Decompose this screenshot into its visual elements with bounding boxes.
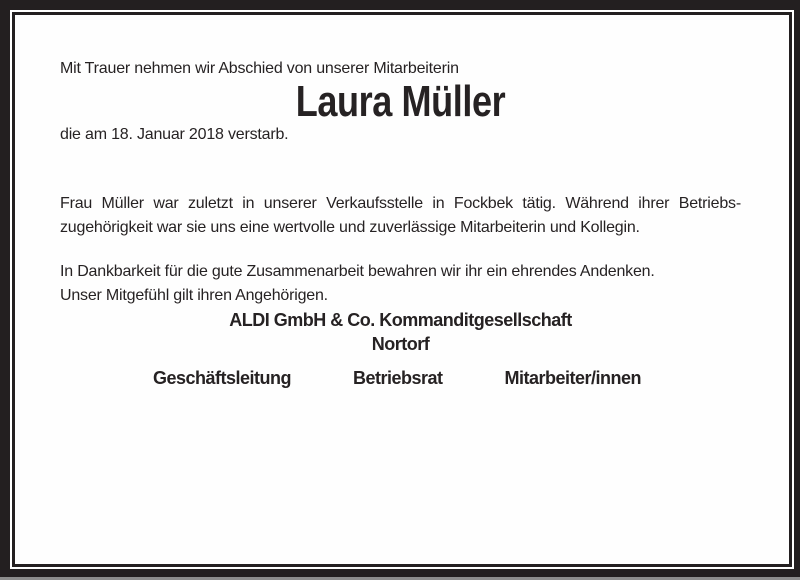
signatories-row	[153, 366, 641, 390]
tribute-paragraph-line-1: Frau Müller war zuletzt in unserer Verkaufsstelle in Fockbek tätig. Während ihrer Betriebs-	[60, 195, 741, 212]
obituary-card	[12, 12, 792, 567]
signatory-management: Geschäftsleitung	[153, 368, 292, 388]
signatory-employees: Mitarbeiter/innen	[504, 368, 641, 388]
company-location: Nortorf	[371, 334, 430, 354]
death-date-line: die am 18. Januar 2018 verstarb.	[60, 126, 289, 143]
deceased-name: Laura Müller	[295, 77, 506, 126]
card-outer-gap	[10, 10, 794, 569]
gratitude-paragraph-line-1: In Dankbarkeit für die gute Zusammenarbeit bewahren wir ihr ein ehrendes Andenken.	[60, 263, 655, 280]
gratitude-paragraph-line-2: Unser Mitgefühl gilt ihren Angehörigen.	[60, 287, 328, 304]
tribute-paragraph-line-2: zugehörigkeit war sie uns eine wertvolle und zuverlässige Mitarbeiterin und Kollegin.	[60, 219, 640, 236]
signatory-works-council: Betriebsrat	[352, 368, 443, 388]
company-name: ALDI GmbH & Co. Kommanditgesellschaft	[229, 310, 572, 330]
obituary-content	[60, 15, 741, 390]
opening-line: Mit Trauer nehmen wir Abschied von unserer Mitarbeiterin	[60, 60, 459, 77]
